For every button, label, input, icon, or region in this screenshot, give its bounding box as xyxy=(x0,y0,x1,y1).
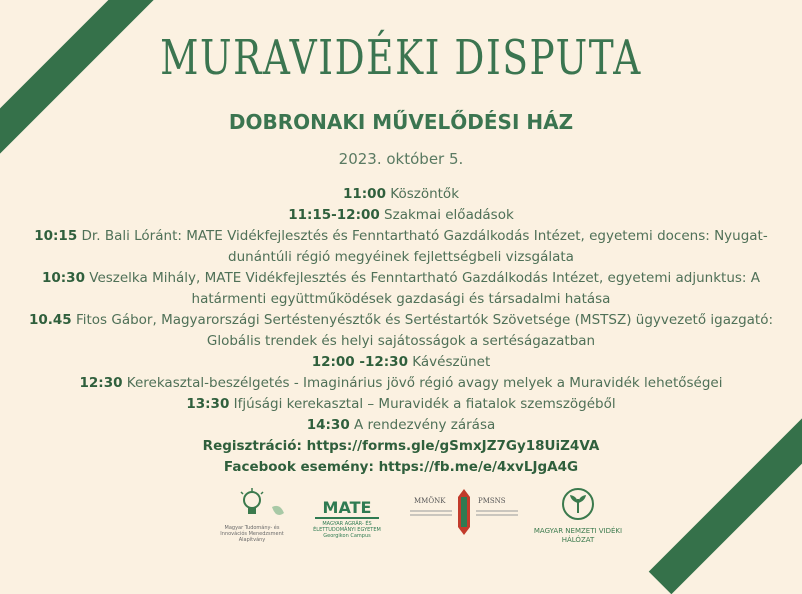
program-item: 10.45 Fitos Gábor, Magyarországi Sertéstenyésztők és Sertéstartók Szövetsége (MSTSZ) ügyvezető igazgató: Globális trendek és helyi sajátosságok a sertéságazatban xyxy=(28,312,774,349)
event-date: 2023. október 5. xyxy=(338,150,464,168)
venue-title: DOBRONAKI MŰVELŐDÉSI HÁZ xyxy=(228,110,574,134)
mmonk-text: MMÖNK xyxy=(414,497,446,505)
mnvh-caption: MAGYAR NEMZETI VIDÉKI HÁLÓZAT xyxy=(533,527,623,544)
program-item: 14:30 A rendezvény zárása xyxy=(306,417,496,433)
pmsns-text: PMSNS xyxy=(478,497,506,505)
mmonk-pmsns-logo xyxy=(406,487,522,553)
program-item: 13:30 Ifjúsági kerekasztal – Muravidék a fiatalok szemszögéből xyxy=(186,396,616,412)
program-item: 11:15-12:00 Szakmai előadások xyxy=(288,207,514,223)
mate-logo xyxy=(310,487,384,553)
foundation-logo xyxy=(212,487,292,553)
mate-caption: MAGYAR AGRÁR- ÉS ÉLETTUDOMÁNYI EGYETEM Georgikon Campus xyxy=(313,521,381,539)
program-item: 11:00 Köszöntők xyxy=(342,186,460,202)
lightbulb-icon xyxy=(212,487,292,521)
program-item: 12:00 -12:30 Kávészünet xyxy=(311,354,491,370)
program-item: 10:15 Dr. Bali Lóránt: MATE Vidékfejlesztés és Fenntartható Gazdálkodás Intézet, egyetemi docens: Nyugat-dunántúli régió megyéinek fejlettségbeli vizsgálata xyxy=(34,228,768,265)
program-list xyxy=(22,184,780,478)
leaf-circle-icon xyxy=(530,487,626,521)
mnvh-logo xyxy=(530,487,626,553)
program-item: 12:30 Kerekasztal-beszélgetés - Imaginárius jövő régió avagy melyek a Muravidék lehetőségei xyxy=(79,375,723,391)
foundation-caption: Magyar Tudomány- és Innovációs Menedzsment Alapítvány xyxy=(220,525,284,543)
sponsor-logos xyxy=(200,487,622,553)
corner-stripe-top-left xyxy=(0,0,163,174)
program-item: 10:30 Veszelka Mihály, MATE Vidékfejlesztés és Fenntartható Gazdálkodás Intézet, egyetemi adjunktus: A határmenti együttműködések gazdasági és társadalmi hatása xyxy=(41,270,760,307)
mate-wordmark: MATE xyxy=(315,499,379,519)
event-title: MURAVIDÉKI DISPUTA xyxy=(160,30,642,86)
registration-link[interactable]: Regisztráció: https://forms.gle/gSmxJZ7Gy18UiZ4VA xyxy=(202,438,600,454)
facebook-event-link[interactable]: Facebook esemény: https://fb.me/e/4xvLJgA4G xyxy=(223,459,579,475)
emblem-icon xyxy=(406,487,522,539)
